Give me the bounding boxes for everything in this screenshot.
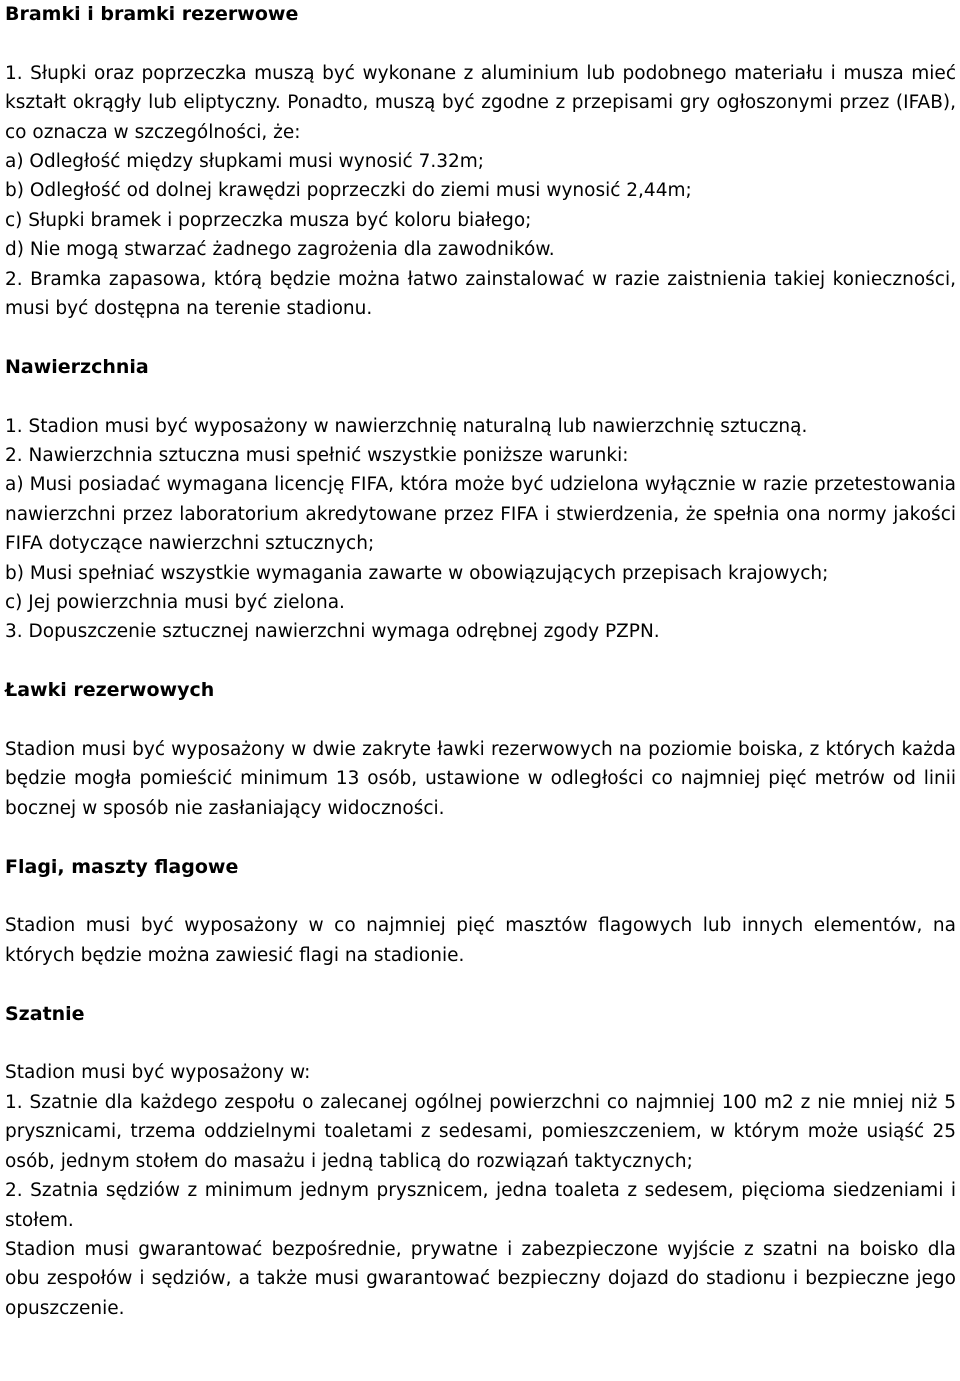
goals-item-1a: a) Odległość między słupkami musi wynosić 7.32m; bbox=[5, 151, 485, 173]
locker-rooms-item-2: 2. Szatnia sędziów z minimum jednym prysznicem, jedna toaleta z sedesem, pięcioma siedzeniami i stołem. bbox=[5, 1180, 956, 1231]
spacer bbox=[5, 823, 956, 852]
surface-item-2b: b) Musi spełniać wszystkie wymagania zawarte w obowiązujących przepisach krajowych; bbox=[5, 562, 829, 584]
spacer bbox=[5, 647, 956, 676]
section-title-goals: Bramki i bramki rezerwowe bbox=[5, 3, 299, 25]
section-title-flags: Flagi, maszty flagowe bbox=[5, 855, 239, 878]
locker-rooms-item-1: 1. Szatnie dla każdego zespołu o zalecanej ogólnej powierzchni co najmniej 100 m2 z nie mniej niż 5 prysznicami, trzema oddzielnymi toaletami z sedesami, pomieszczeniem, w którym może usiąść 25 osób, jednym stołem do masażu i jedną tablicą do rozwiązań taktycznych; bbox=[5, 1091, 956, 1172]
surface-item-3: 3. Dopuszczenie sztucznej nawierzchni wymaga odrębnej zgody PZPN. bbox=[5, 621, 660, 643]
section-title-locker-rooms: Szatnie bbox=[5, 1002, 85, 1025]
spacer bbox=[5, 323, 956, 352]
benches-paragraph: Stadion musi być wyposażony w dwie zakryte ławki rezerwowych na poziomie boiska, z których każda będzie mogła pomieścić minimum 13 osób, ustawione w odległości co najmniej pięć metrów od linii bocznej w sposób nie zasłaniający widoczności. bbox=[5, 739, 956, 819]
surface-item-2: 2. Nawierzchnia sztuczna musi spełnić wszystkie poniższe warunki: bbox=[5, 445, 629, 467]
surface-item-2c: c) Jej powierzchnia musi być zielona. bbox=[5, 592, 345, 614]
spacer bbox=[5, 382, 956, 411]
spacer bbox=[5, 882, 956, 911]
spacer bbox=[5, 1029, 956, 1058]
goals-item-1b: b) Odległość od dolnej krawędzi poprzeczki do ziemi musi wynosić 2,44m; bbox=[5, 180, 692, 202]
goals-item-1: 1. Słupki oraz poprzeczka muszą być wykonane z aluminium lub podobnego materiału i musza mieć kształt okrągły lub eliptyczny. Ponadto, muszą być zgodne z przepisami gry ogłoszonymi przez (IFAB), co oznacza w szczególności, że: bbox=[5, 62, 956, 143]
goals-item-1c: c) Słupki bramek i poprzeczka musza być koloru białego; bbox=[5, 209, 532, 231]
locker-rooms-paragraph: Stadion musi gwarantować bezpośrednie, prywatne i zabezpieczone wyjście z szatni na boisko dla obu zespołów i sędziów, a także musi gwarantować bezpieczny dojazd do stadionu i bezpieczne jego opuszczenie. bbox=[5, 1238, 956, 1319]
goals-item-2: 2. Bramka zapasowa, którą będzie można łatwo zainstalować w razie zaistnienia takiej konieczności, musi być dostępna na terenie stadionu. bbox=[5, 268, 956, 320]
locker-rooms-intro: Stadion musi być wyposażony w: bbox=[5, 1062, 311, 1084]
surface-item-1: 1. Stadion musi być wyposażony w nawierzchnię naturalną lub nawierzchnię sztuczną. bbox=[5, 415, 808, 437]
section-title-benches: Ławki rezerwowych bbox=[5, 679, 215, 702]
spacer bbox=[5, 970, 956, 999]
surface-item-2a: a) Musi posiadać wymagana licencję FIFA, która może być udzielona wyłącznie w razie przetestowania nawierzchni przez laboratorium akredytowane przez FIFA i stwierdzenia, że spełnia ona normy jakości FIFA dotyczące nawierzchni sztucznych; bbox=[5, 474, 956, 555]
spacer bbox=[5, 706, 956, 735]
section-title-surface: Nawierzchnia bbox=[5, 355, 149, 378]
flags-paragraph: Stadion musi być wyposażony w co najmniej pięć masztów flagowych lub innych elementów, na których będzie można zawiesić flagi na stadionie. bbox=[5, 915, 956, 966]
goals-item-1d: d) Nie mogą stwarzać żadnego zagrożenia dla zawodników. bbox=[5, 239, 555, 261]
spacer bbox=[5, 29, 956, 58]
